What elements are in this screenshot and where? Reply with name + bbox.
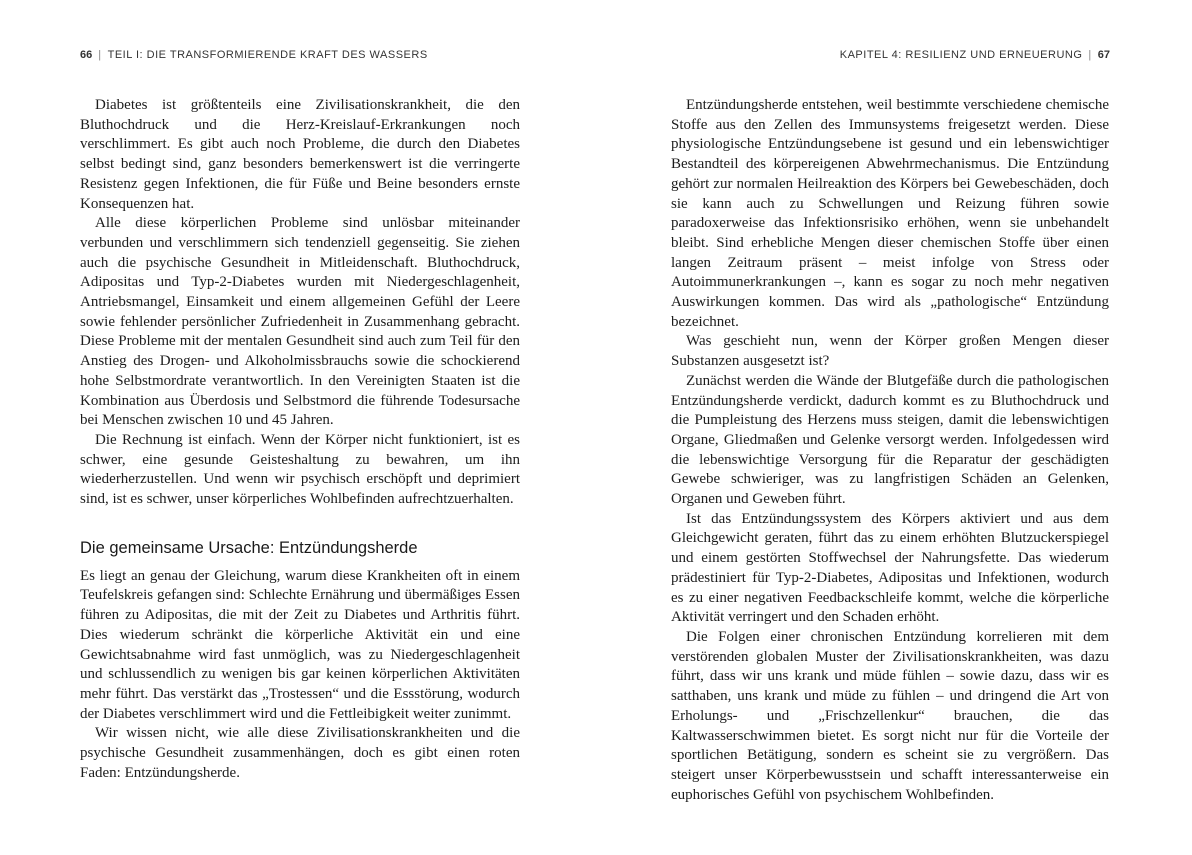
paragraph: Wir wissen nicht, wie alle diese Zivilisationskrankheiten und die psychische Gesundheit zusammenhängen, doch es gibt einen roten Faden: Entzündungsherde.	[80, 725, 520, 781]
paragraph: Alle diese körperlichen Probleme sind unlösbar miteinander verbunden und verschlimmern sich tendenziell gegenseitig. Sie ziehen auch die psychische Gesundheit in Mitleidenschaft. Bluthochdruck, Adipositas und Typ-2-Diabetes wurden mit Niedergeschlagenheit, Antriebsmangel, Einsamkeit und einem allgemeinen Gefühl der Leere sowie fehlender persönlicher Zufriedenheit in Zusammenhang gebracht. Diese Probleme mit der mentalen Gesundheit sind auch zum Teil für den Anstieg des Drogen- und Alkoholmissbrauchs sowie die schockierend hohe Selbstmordrate verantwortlich. In den Vereinigten Staaten ist die Kombination aus Überdosis und Selbstmord die führende Todesursache bei Menschen zwischen 10 und 45 Jahren.	[80, 215, 520, 429]
right-head-separator: |	[1088, 49, 1092, 61]
paragraph: Diabetes ist größtenteils eine Zivilisationskrankheit, die den Bluthochdruck und die Herz-Kreislauf-Erkrankungen noch verschlimmert. Es gibt auch noch Probleme, die durch den Diabetes selbst bedingt sind, ganz besonders bemerkenswert ist die verringerte Resistenz gegen Infektionen, die für Füße und Beine besonders ernste Konsequenzen hat.	[80, 97, 520, 212]
left-running-head	[80, 49, 428, 61]
left-running-head-title: TEIL I: DIE TRANSFORMIERENDE KRAFT DES WASSERS	[107, 49, 428, 61]
paragraph: Zunächst werden die Wände der Blutgefäße durch die pathologischen Entzündungsherde verdickt, dadurch kommt es zu Bluthochdruck und die Pumpleistung des Herzens muss steigen, damit die lebenswichtigen Organe, Gliedmaßen und Gelenke versorgt werden. Infolgedessen wird die lebenswichtige Versorgung für die Reparatur der geschädigten Gewebe schwieriger, was zu langfristigen Schäden an Gelenken, Organen und Geweben führt.	[671, 372, 1109, 508]
section-subheading: Die gemeinsame Ursache: Entzündungsherde	[80, 538, 418, 557]
paragraph: Die Folgen einer chronischen Entzündung korrelieren mit dem verstörenden globalen Muster der Zivilisationskrankheiten, was dazu führt, dass wir uns krank und müde fühlen – sowie dazu, dass wir es satthaben, uns krank und müde zu fühlen – und dringend die Art von Erholungs- und „Frischzellenkur“ brauchen, die das Kaltwasserschwimmen bietet. Es sorgt nicht nur für die Vorteile der sportlichen Betätigung, sondern es scheint sie zu vergrößern. Das steigert unser Körperbewusstsein und schafft interessanterweise ein euphorisches Gefühl von psychischem Wohlbefinden.	[671, 628, 1109, 803]
paragraph: Die Rechnung ist einfach. Wenn der Körper nicht funktioniert, ist es schwer, eine gesunde Geisteshaltung zu bewahren, um ihn wiederherzustellen. Und wenn wir psychisch erschöpft und deprimiert sind, ist es schwer, unser körperliches Wohlbefinden aufrechtzuerhalten.	[80, 431, 520, 508]
right-running-head	[840, 49, 1110, 61]
left-body-text	[80, 96, 520, 784]
right-running-head-title: KAPITEL 4: RESILIENZ UND ERNEUERUNG	[839, 49, 1083, 61]
paragraph: Entzündungsherde entstehen, weil bestimmte verschiedene chemische Stoffe aus den Zellen des Immunsystems freigesetzt werden. Diese physiologische Entzündungsebene ist gesund und ein lebenswichtiger Bestandteil des körpereigenen Abwehrmechanismus. Die Entzündung gehört zur normalen Heilreaktion des Körpers bei Gewebeschäden, doch sie kann auch zu Schwellungen und Reizung führen sowie paradoxerweise das Infektionsrisiko erhöhen, wenn sie unbehandelt bleibt. Sind erhebliche Mengen dieser chemischen Stoffe über einen langen Zeitraum präsent – meist infolge von Stress oder Autoimmunerkrankungen –, kann es sogar zu noch mehr negativen Auswirkungen kommen. Das wird als „pathologische“ Entzündung bezeichnet.	[671, 97, 1109, 330]
left-page-number: 66	[80, 49, 93, 61]
right-page-number: 67	[1097, 49, 1110, 61]
paragraph: Es liegt an genau der Gleichung, warum diese Krankheiten oft in einem Teufelskreis gefangen sind: Schlechte Ernährung und übermäßiges Essen führen zu Adipositas, die mit der Zeit zu Diabetes und Arthritis führt. Dies wiederum schränkt die körperliche Aktivität ein und eine Gewichtsabnahme wird fast unmöglich, was zu Niedergeschlagenheit und schlussendlich zu wenigen bis gar keinen körperlichen Aktivitäten mehr führt. Das verstärkt das „Trostessen“ und die Essstörung, wodurch der Diabetes verschlimmert wird und die Fettleibigkeit weiter zunimmt.	[80, 567, 520, 722]
paragraph: Was geschieht nun, wenn der Körper großen Mengen dieser Substanzen ausgesetzt ist?	[671, 333, 1109, 370]
right-body-text	[671, 96, 1109, 805]
paragraph: Ist das Entzündungssystem des Körpers aktiviert und aus dem Gleichgewicht geraten, führt das zu einem erhöhten Blutzuckerspiegel und einem gestörten Stoffwechsel der Nahrungsfette. Das wiederum prädestiniert für Typ-2-Diabetes, Adipositas und Infektionen, wodurch es zu einer negativen Feedbackschleife kommt, welche die körperliche Aktivität verringert und den Schaden erhöht.	[671, 510, 1109, 626]
left-head-separator: |	[98, 49, 102, 61]
right-page	[596, 0, 1192, 855]
